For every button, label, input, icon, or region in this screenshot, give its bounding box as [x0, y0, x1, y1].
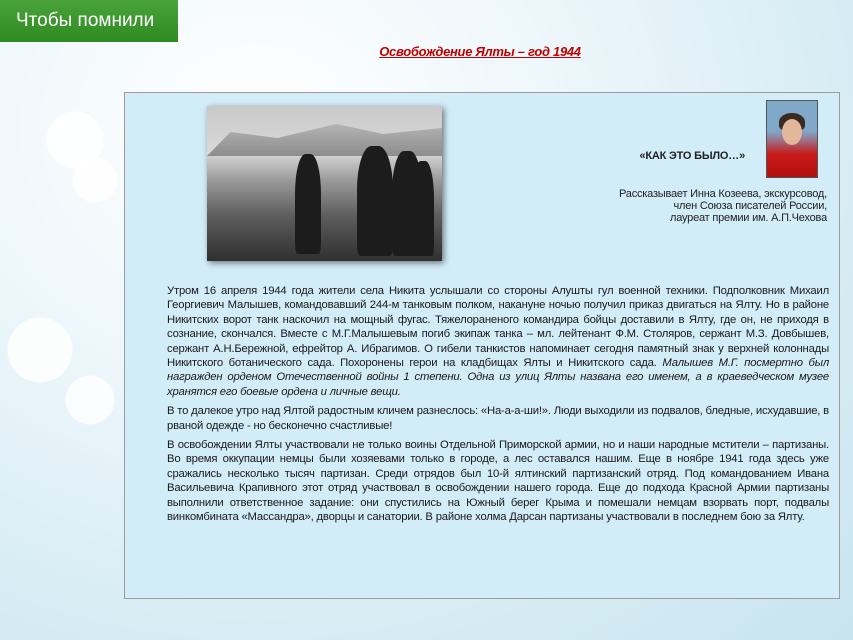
- author-line: член Союза писателей России,: [673, 200, 827, 212]
- paragraph-1: [167, 284, 829, 399]
- content-panel: [124, 92, 840, 599]
- photo-figure: [295, 154, 321, 254]
- photo-figure: [357, 146, 393, 256]
- decorative-blossom: [0, 100, 130, 480]
- photo-hills: [207, 116, 442, 156]
- author-line: лауреат премии им. А.П.Чехова: [669, 212, 827, 224]
- paragraph-1-text: Утром 16 апреля 1944 года жители села Никита услышали со стороны Алушты гул военной техники. Подполковник Михаил Георгиевич Малышев, командовавший 244-м танковым полком, накануне ночью получил приказ двигаться на Ялту. Но в районе Никитских ворот танк наскочил на мощный фугас. Тяжелораненого командира бойцы доставили в Ялту, где он, не приходя в сознание, скончался. Вместе с М.Г.Малышевым погиб экипаж танка – мл. лейтенант Ф.М. Столяров, сержант М.З. Довбышев, сержант А.Н.Бережной, ефрейтор А. Ибрагимов. О гибели танкистов напоминает сегодня памятный знак у верхней колоннады Никитского ботанического сада. Похоронены герои на кладбищах Ялты и Никитского сада.: [167, 285, 829, 370]
- section-heading: «КАК ЭТО БЫЛО…»: [639, 150, 745, 162]
- author-portrait: [766, 100, 818, 178]
- paragraph-2: В то далекое утро над Ялтой радостным кличем разнеслось: «На-а-а-ши!». Люди выходили из подвалов, бледные, исхудавшие, в рваной одежде - но бесконечно счастливые!: [167, 405, 829, 432]
- portrait-face: [782, 119, 802, 145]
- photo-figure: [412, 161, 434, 256]
- article-body: [167, 284, 829, 530]
- section-tab: Чтобы помнили: [0, 0, 178, 42]
- historical-photo: [207, 106, 442, 261]
- author-credit: [527, 188, 827, 224]
- slide-title: Освобождение Ялты – год 1944: [379, 44, 581, 59]
- author-line: Рассказывает Инна Козеева, экскурсовод,: [619, 188, 827, 200]
- paragraph-3: В освобождении Ялты участвовали не только воины Отдельной Приморской армии, но и наши народные мстители – партизаны. Во время оккупации немцы были хозяевами только в городе, а лес оставался нашим. Еще в ноябре 1941 года здесь уже сражались несколько тысяч партизан. Среди отрядов был 10-й ялтинский партизанский отряд. Под командованием Ивана Васильевича Крапивного этот отряд участвовал в освобождении нашего города. Еще до подхода Красной Армии партизаны выполнили ответственное задание: они спустились на Южный берег Крыма и помешали немцам взорвать порт, подвалы винкомбината «Массандра», дворцы и санатории. В районе холма Дарсан партизаны участвовали в последнем бою за Ялту.: [167, 439, 829, 524]
- paragraph-1-italic: Малышев М.Г. посмертно был награжден орденом Отечественной войны 1 степени. Одна из улиц Ялты названа его именем, а в краеведческом музее хранятся его боевые ордена и личные вещи.: [167, 357, 829, 398]
